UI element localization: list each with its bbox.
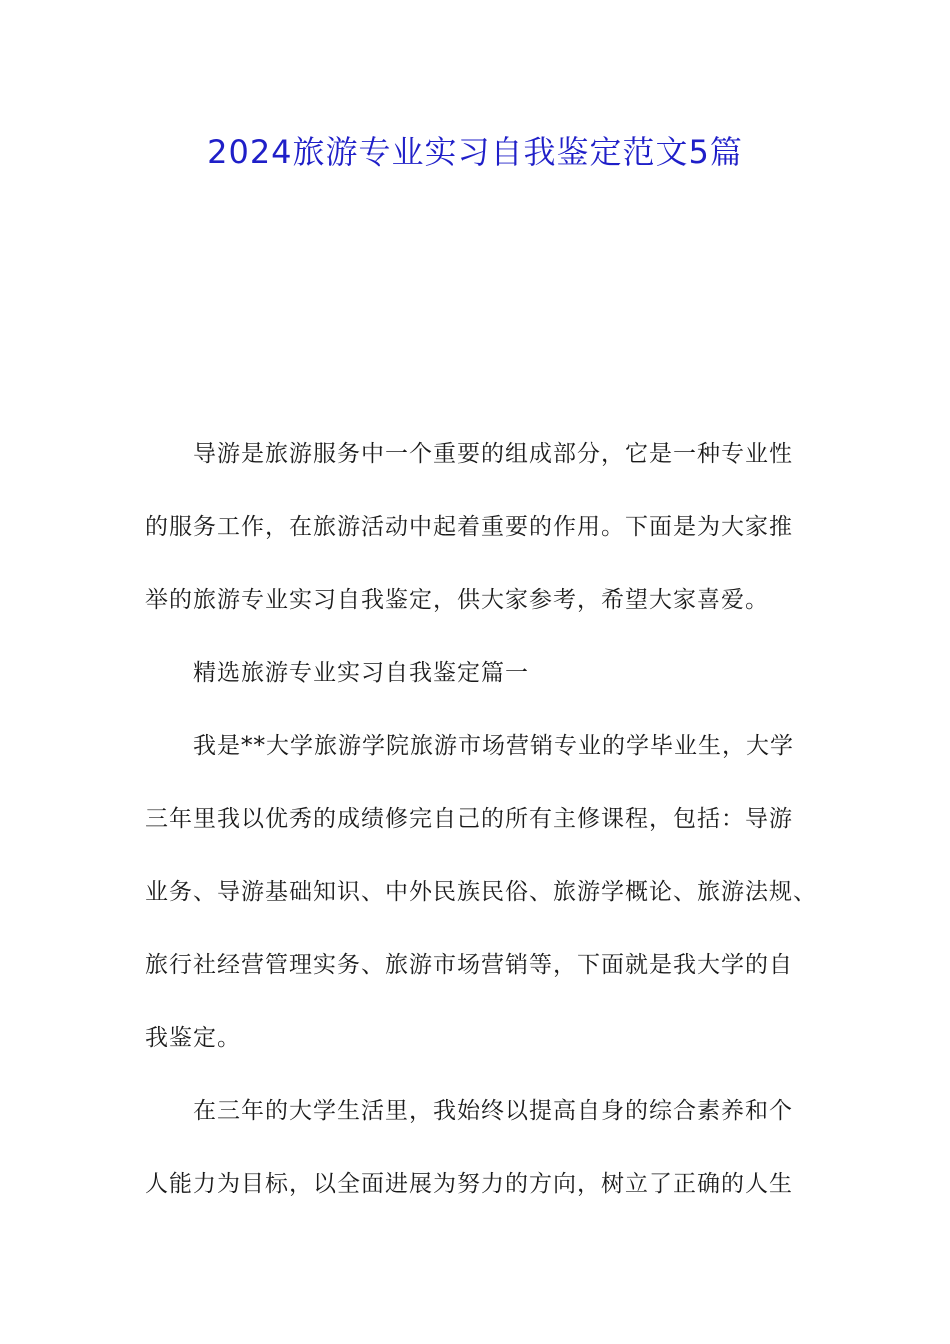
intro-line-2: 的服务工作，在旅游活动中起着重要的作用。下面是为大家推 <box>145 514 793 540</box>
document-title: 2024旅游专业实习自我鉴定范文5篇 <box>207 133 743 171</box>
para1-line-4: 旅行社经营管理实务、旅游市场营销等，下面就是我大学的自 <box>145 952 793 978</box>
section-heading: 精选旅游专业实习自我鉴定篇一 <box>193 660 529 686</box>
document-body <box>145 418 817 1221</box>
para2-line-1: 在三年的大学生活里，我始终以提高自身的综合素养和个 <box>193 1098 793 1124</box>
para1-line-1: 我是**大学旅游学院旅游市场营销专业的学毕业生，大学 <box>193 733 794 759</box>
intro-line-1: 导游是旅游服务中一个重要的组成部分，它是一种专业性 <box>193 441 793 467</box>
para1-line-5: 我鉴定。 <box>145 1025 241 1051</box>
intro-line-3: 举的旅游专业实习自我鉴定，供大家参考，希望大家喜爱。 <box>145 587 769 613</box>
para1-line-3: 业务、导游基础知识、中外民族民俗、旅游学概论、旅游法规、 <box>145 879 817 905</box>
para2-line-2: 人能力为目标，以全面进展为努力的方向，树立了正确的人生 <box>145 1171 793 1197</box>
para1-line-2: 三年里我以优秀的成绩修完自己的所有主修课程，包括：导游 <box>145 806 793 832</box>
